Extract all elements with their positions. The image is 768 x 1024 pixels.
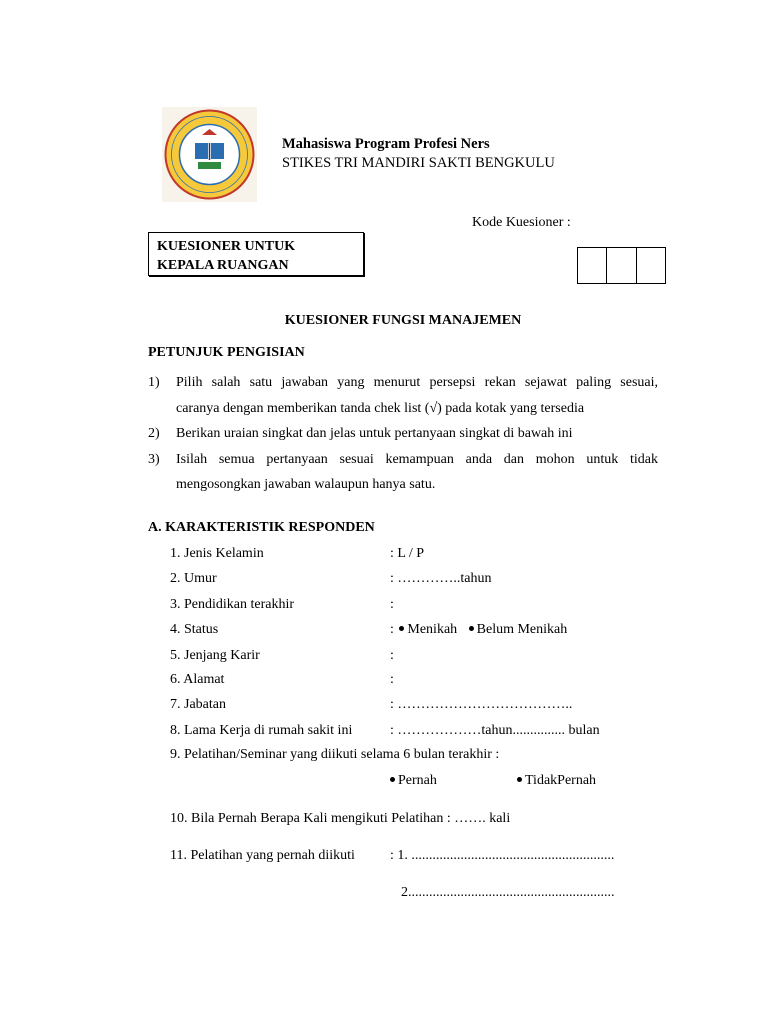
q9-option-pernah[interactable]: Pernah (388, 773, 437, 789)
row-value (390, 622, 567, 638)
list-item-number: 3) (148, 451, 160, 467)
question-11-line1[interactable]: : 1. .......................................................... (390, 848, 615, 863)
list-item (148, 370, 658, 421)
bullet-icon (399, 626, 404, 631)
list-item-text: caranya dengan memberikan tanda chek list (√) pada kotak yang tersedia (176, 400, 585, 416)
row-value[interactable]: : ……………………………….. (390, 697, 573, 712)
row-label: 2. Umur (170, 571, 217, 586)
kuesioner-target-line1: KUESIONER UNTUK (157, 239, 296, 254)
question-10[interactable]: 10. Bila Pernah Berapa Kali mengikuti Pelatihan : ……. kali (170, 811, 511, 826)
list-item-text: Isilah semua pertanyaan sesuai kemampuan anda dan mohon untuk tidak (176, 451, 658, 467)
kode-box-1[interactable] (578, 248, 607, 283)
row-label: 5. Jenjang Karir (170, 648, 260, 663)
list-item (148, 421, 658, 447)
row-label: 3. Pendidikan terakhir (170, 597, 295, 612)
program-name: Mahasiswa Program Profesi Ners (282, 136, 490, 152)
kode-kuesioner-boxes (577, 247, 666, 284)
row-label: 8. Lama Kerja di rumah sakit ini (170, 723, 353, 738)
institution-name: STIKES TRI MANDIRI SAKTI BENGKULU (282, 155, 555, 171)
status-option-married[interactable]: Menikah (397, 622, 457, 637)
status-option-single[interactable]: Belum Menikah (467, 622, 568, 637)
bullet-icon (390, 777, 395, 782)
kuesioner-target-line2: KEPALA RUANGAN (157, 258, 289, 273)
row-label: 4. Status (170, 622, 219, 637)
row-value[interactable]: : ………………tahun............... bulan (390, 723, 600, 738)
row-value[interactable]: : (390, 648, 394, 663)
row-label: 7. Jabatan (170, 697, 226, 712)
list-item-text: Berikan uraian singkat dan jelas untuk pertanyaan singkat di bawah ini (176, 426, 573, 441)
kode-box-2[interactable] (607, 248, 636, 283)
row-value[interactable]: : (390, 672, 394, 687)
kode-kuesioner-label: Kode Kuesioner : (472, 215, 571, 230)
question-9: 9. Pelatihan/Seminar yang diikuti selama 6 bulan terakhir : (170, 747, 500, 762)
question-11-label: 11. Pelatihan yang pernah diikuti (170, 848, 355, 863)
row-label: 6. Alamat (170, 672, 225, 687)
row-value[interactable]: : L / P (390, 546, 425, 561)
petunjuk-list (148, 370, 658, 498)
row-label: 1. Jenis Kelamin (170, 546, 264, 561)
list-item-text: mengosongkan jawaban walaupun hanya satu. (176, 477, 436, 492)
kode-box-3[interactable] (637, 248, 665, 283)
page-title: KUESIONER FUNGSI MANAJEMEN (284, 313, 522, 328)
section-a-title: A. KARAKTERISTIK RESPONDEN (148, 520, 375, 535)
stikes-logo-icon (162, 107, 257, 202)
bullet-icon (469, 626, 474, 631)
list-item-number: 1) (148, 375, 160, 390)
kuesioner-target-box (148, 232, 364, 276)
row-value[interactable]: : (390, 597, 394, 612)
list-item (148, 447, 658, 498)
bullet-icon (517, 777, 522, 782)
row-value[interactable]: : …………..tahun (390, 571, 492, 586)
list-item-number: 2) (148, 426, 160, 441)
question-11-line2[interactable]: 2........................................................... (401, 885, 615, 900)
petunjuk-title: PETUNJUK PENGISIAN (148, 345, 305, 360)
list-item-text: Pilih salah satu jawaban yang menurut persepsi rekan sejawat paling sesuai, (176, 375, 658, 390)
status-colon: : (390, 622, 394, 637)
q9-option-tidak-pernah[interactable]: TidakPernah (515, 773, 596, 789)
